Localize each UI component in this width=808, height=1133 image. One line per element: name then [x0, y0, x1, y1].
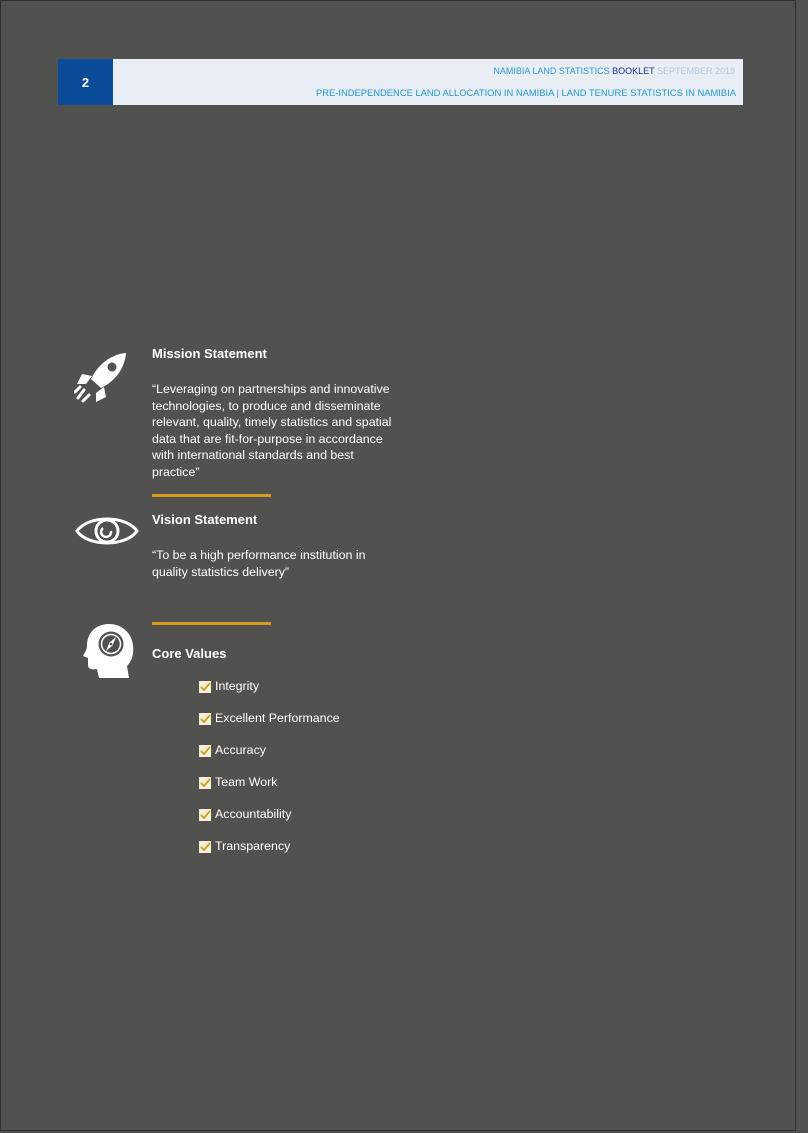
list-item — [199, 775, 340, 807]
core-value-label: Accuracy — [215, 743, 266, 757]
divider — [152, 494, 271, 497]
core-value-label: Accountability — [215, 807, 292, 821]
list-item — [199, 743, 340, 775]
checkbox-icon — [199, 809, 211, 821]
vision-text: “To be a high performance institution in quality statistics delivery” — [152, 548, 366, 579]
mission-title: Mission Statement — [152, 346, 267, 361]
head-compass-icon — [83, 622, 135, 685]
core-value-label: Excellent Performance — [215, 711, 340, 725]
checkbox-icon — [199, 681, 211, 693]
booklet-title-part1: NAMIBIA LAND STATISTICS — [493, 66, 613, 76]
core-value-label: Team Work — [215, 775, 278, 789]
core-values-list — [199, 679, 340, 871]
core-value-label: Transparency — [215, 839, 291, 853]
divider — [152, 622, 271, 625]
checkbox-icon — [199, 745, 211, 757]
booklet-title-part2: BOOKLET — [612, 66, 655, 76]
list-item — [199, 679, 340, 711]
vision-title: Vision Statement — [152, 512, 258, 527]
list-item — [199, 807, 340, 839]
checkbox-icon — [199, 713, 211, 725]
checkbox-icon — [199, 777, 211, 789]
chapter-title: PRE-INDEPENDENCE LAND ALLOCATION IN NAMIBIA | LAND TENURE STATISTICS IN NAMIBIA — [315, 87, 736, 98]
checkbox-icon — [199, 841, 211, 853]
booklet-date: SEPTEMBER 2018 — [654, 66, 735, 76]
core-value-label: Integrity — [215, 679, 260, 693]
mission-text: “Leveraging on partnerships and innovative technologies, to produce and disseminate relevant, quality, timely statistics and spatial data that are fit-for-purpose in accordance with international standards and best practice” — [152, 382, 392, 479]
eye-icon — [74, 511, 140, 556]
page-number: 2 — [58, 59, 113, 105]
list-item — [199, 839, 340, 871]
rocket-icon — [74, 350, 130, 409]
booklet-title — [493, 66, 735, 76]
list-item — [199, 711, 340, 743]
core-values-title: Core Values — [152, 646, 227, 661]
